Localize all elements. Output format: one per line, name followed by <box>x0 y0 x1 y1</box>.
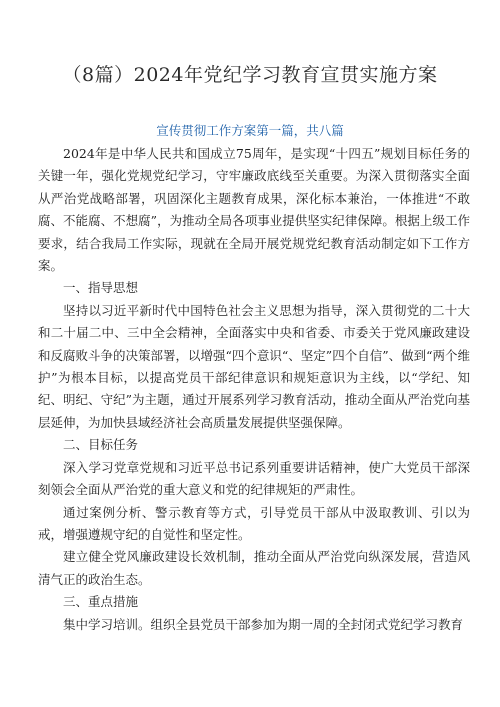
paragraph-objective-3: 建立健全党风廉政建设长效机制，推动全面从严治党向纵深发展，营造风清气正的政治生态。 <box>38 549 470 587</box>
document-title: （8篇）2024年党纪学习教育宣贯实施方案 <box>62 64 438 86</box>
paragraph-intro: 2024年是中华人民共和国成立75周年，是实现“十四五”规划目标任务的关键一年，强化党规党纪学习，守牢廉政底线至关重要。为深入贯彻落实全面从严治党战略部署，巩固深化主题教育成果，深化标本兼治，一体推进“不敢腐、不能腐、不想腐”，为推动全局各项事业提供坚实纪律保障。根据上级工作要求，结合我局工作实际，现就在全局开展党规党纪教育活动制定如下工作方案。 <box>38 146 470 274</box>
section-heading-objectives: 二、目标任务 <box>63 437 139 453</box>
paragraph-objective-2: 通过案例分析、警示教育等方式，引导党员干部从中汲取教训、引以为戒，增强遵规守纪的自觉性和坚定性。 <box>38 504 470 542</box>
paragraph-objective-1: 深入学习党章党规和习近平总书记系列重要讲话精神，使广大党员干部深刻领会全面从严治党的重大意义和党的纪律规矩的严肃性。 <box>38 459 470 498</box>
paragraph-measure-1: 集中学习培训。组织全县党员干部参加为期一周的全封闭式党纪学习教育 <box>63 616 464 632</box>
section-heading-key-measures: 三、重点措施 <box>63 594 139 610</box>
section-heading-guiding-ideology: 一、指导思想 <box>63 280 139 296</box>
document-subtitle: 宣传贯彻工作方案第一篇，共八篇 <box>156 123 344 138</box>
document-body <box>38 143 470 636</box>
paragraph-guiding-ideology: 坚持以习近平新时代中国特色社会主义思想为指导，深入贯彻党的二十大和二十届二中、三中全会精神，全面落实中央和省委、市委关于党风廉政建设和反腐败斗争的决策部署，以增强“四个意识“、坚定”四个自信”、做到“两个维护”为根本目标，以提高党员干部纪律意识和规矩意识为主线，以“学纪、知纪、明纪、守纪”为主题，通过开展系列学习教育活动，推动全面从严治党向基层延伸，为加快县域经济社会高质量发展提供坚强保障。 <box>38 302 470 430</box>
